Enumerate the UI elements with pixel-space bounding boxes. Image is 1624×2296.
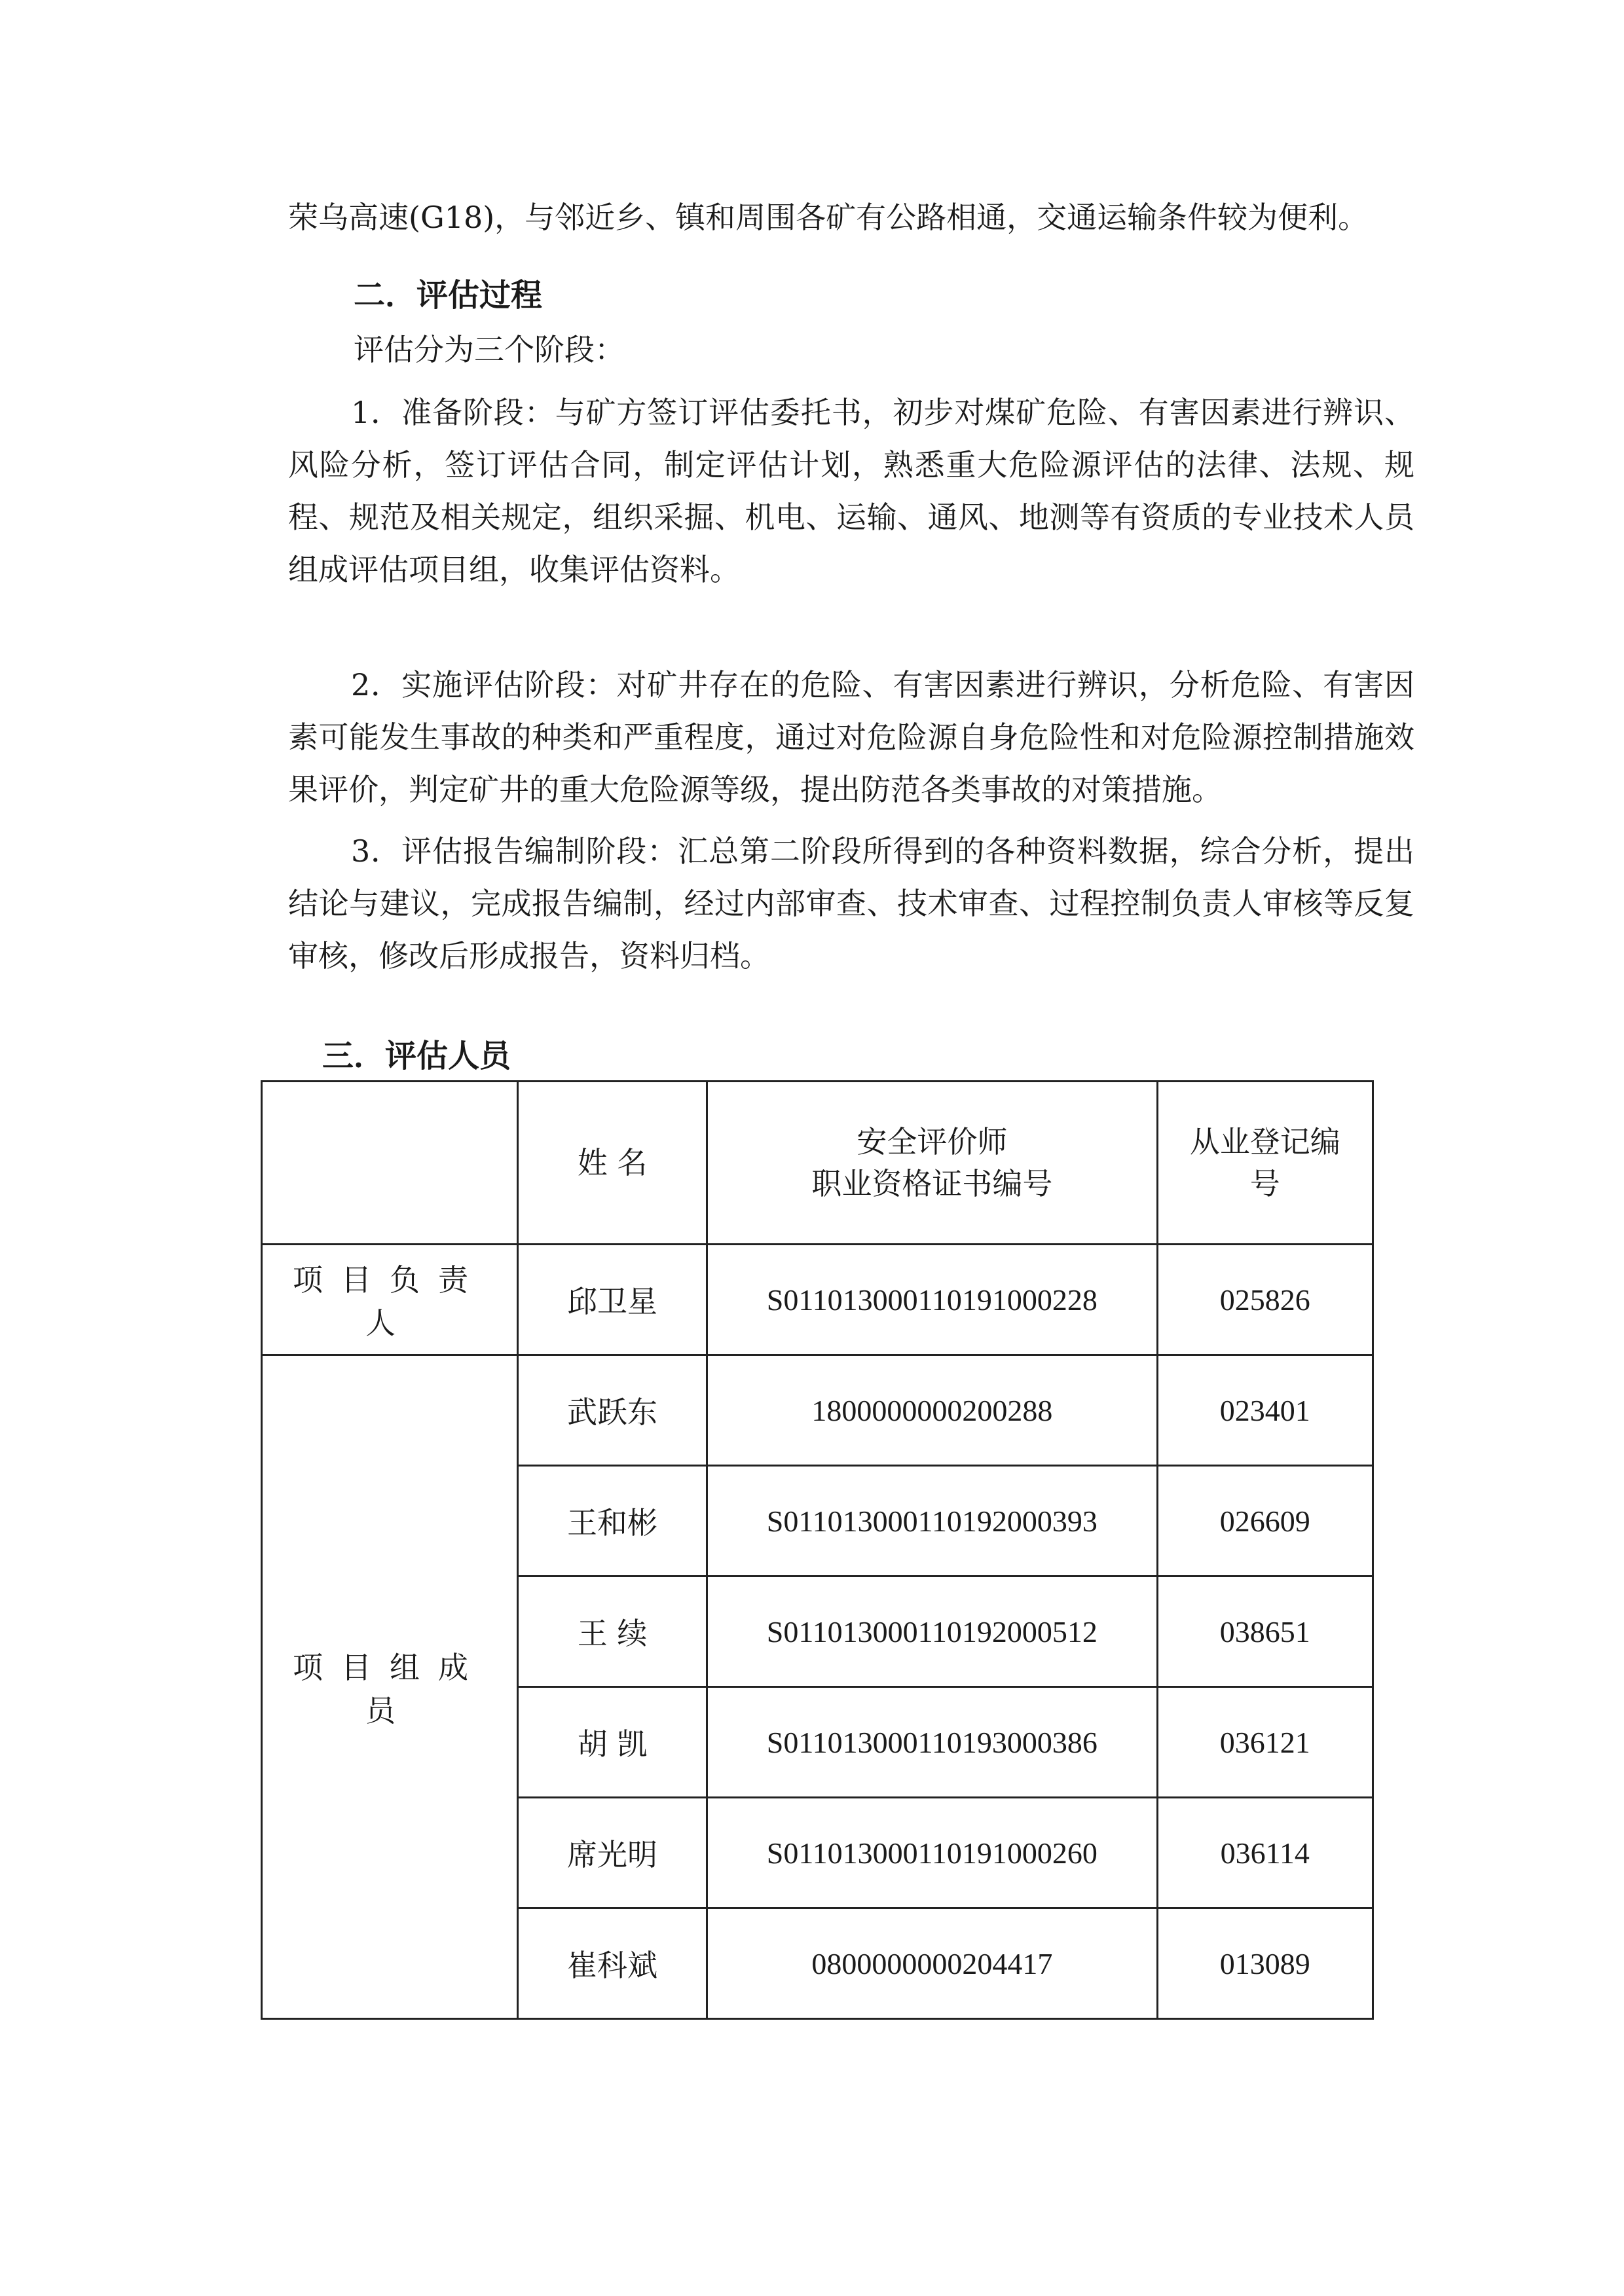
section-2-intro: 评估分为三个阶段： [354, 332, 625, 367]
member-reg-cell: 038651 [1157, 1576, 1373, 1687]
header-reg-line-2: 号 [1249, 1166, 1280, 1201]
step-2-paragraph: 2．实施评估阶段：对矿井存在的危险、有害因素进行辨识，分析危险、有害因素可能发生事故的种类和严重程度，通过对危险源自身危险性和对危险源控制措施效果评价，判定矿井的重大危险源等级，提出防范各类事故的对策措施。 [288, 667, 1414, 807]
member-cert-cell: S011013000110193000386 [707, 1687, 1157, 1798]
intro-line: 荣乌高速(G18)，与邻近乡、镇和周围各矿有公路相通，交通运输条件较为便利。 [288, 200, 1369, 235]
section-2-heading: 二．评估过程 [354, 277, 543, 314]
member-reg-cell: 026609 [1157, 1466, 1373, 1576]
step-1-paragraph: 1．准备阶段：与矿方签订评估委托书，初步对煤矿危险、有害因素进行辨识、风险分析，签订评估合同，制定评估计划，熟悉重大危险源评估的法律、法规、规程、规范及相关规定，组织采掘、机电、运输、通风、地测等有资质的专业技术人员组成评估项目组，收集评估资料。 [288, 395, 1414, 587]
member-cert-cell: 0800000000204417 [707, 1908, 1157, 2019]
member-cert-cell: S011013000110192000393 [707, 1466, 1157, 1576]
member-name-cell: 崔科斌 [517, 1908, 707, 2019]
header-reg-line-1: 从业登记编 [1189, 1124, 1340, 1159]
member-cert-cell: S011013000110191000260 [707, 1798, 1157, 1908]
member-cert-cell: 1800000000200288 [707, 1355, 1157, 1466]
header-cert-line-1: 安全评价师 [857, 1124, 1008, 1159]
leader-name-cell: 邱卫星 [517, 1245, 707, 1355]
step-3-paragraph: 3．评估报告编制阶段：汇总第二阶段所得到的各种资料数据，综合分析，提出结论与建议，完成报告编制，经过内部审查、技术审查、过程控制负责人审核等反复审核，修改后形成报告，资料归档。 [288, 833, 1414, 974]
member-name-cell: 王和彬 [517, 1466, 707, 1576]
member-reg-cell: 013089 [1157, 1908, 1373, 2019]
member-reg-cell: 023401 [1157, 1355, 1373, 1466]
leader-role-cell: 项目负责人 [262, 1245, 518, 1355]
member-name-cell: 胡 凯 [517, 1687, 707, 1798]
table-row [262, 1245, 1373, 1355]
leader-reg-cell: 025826 [1157, 1245, 1373, 1355]
member-role-cell: 项目组成员 [262, 1355, 518, 2019]
member-name-cell: 武跃东 [517, 1355, 707, 1466]
header-cert-cell [707, 1082, 1157, 1245]
member-reg-cell: 036121 [1157, 1687, 1373, 1798]
header-cert-line-2: 职业资格证书编号 [811, 1166, 1053, 1201]
header-role-cell [262, 1082, 518, 1245]
member-name-cell: 席光明 [517, 1798, 707, 1908]
member-reg-cell: 036114 [1157, 1798, 1373, 1908]
leader-cert-cell: S011013000110191000228 [707, 1245, 1157, 1355]
header-name-cell: 姓 名 [517, 1082, 707, 1245]
staff-table [261, 1080, 1374, 2020]
member-cert-cell: S011013000110192000512 [707, 1576, 1157, 1687]
table-row [262, 1355, 1373, 1466]
table-header-row [262, 1082, 1373, 1245]
header-reg-cell [1157, 1082, 1373, 1245]
member-name-cell: 王 续 [517, 1576, 707, 1687]
section-3-heading: 三．评估人员 [322, 1038, 511, 1074]
